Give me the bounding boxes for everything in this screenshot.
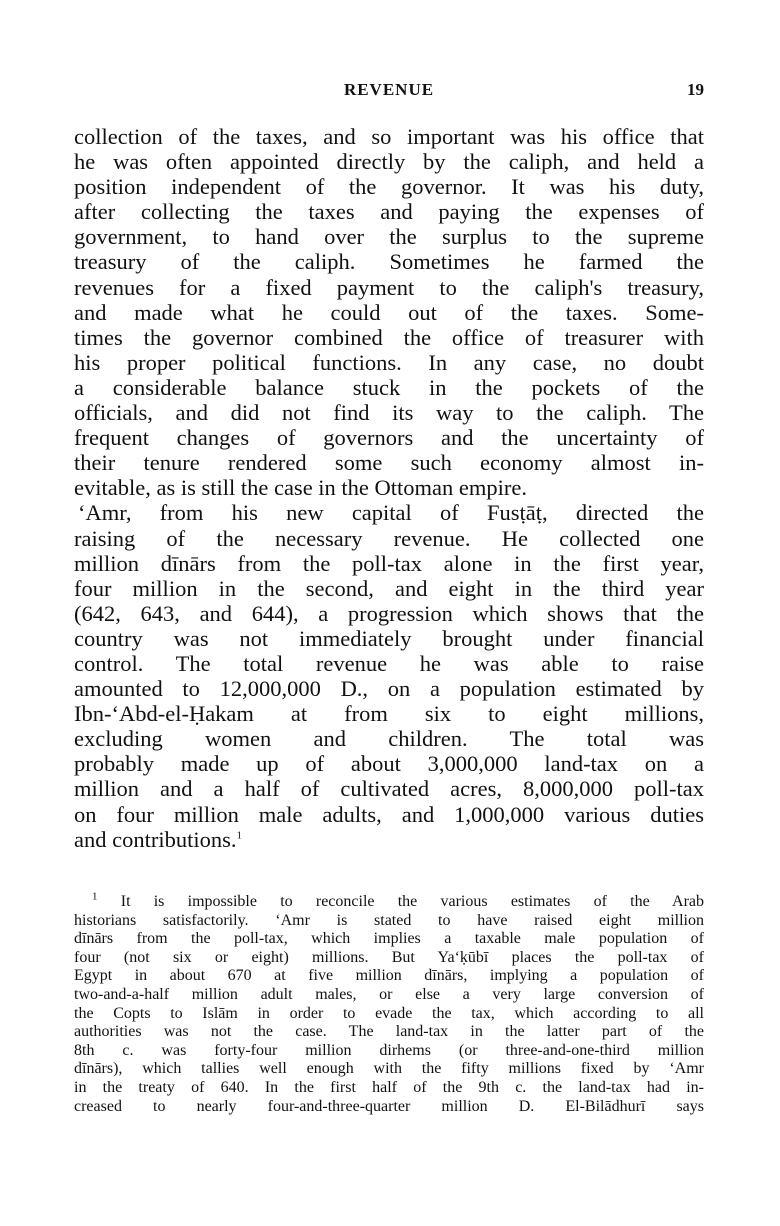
- body-line: his proper political functions. In any case, no doubt: [74, 349, 704, 375]
- running-title: REVENUE: [343, 80, 435, 99]
- body-line-text: and contributions.: [74, 826, 237, 852]
- body-line: (642, 643, and 644), a progression which shows that the: [74, 600, 704, 626]
- footnote-line: historians satisfactorily. ‘Amr is stated to have raised eight million: [74, 911, 704, 929]
- body-line: country was not immediately brought under financial: [74, 625, 704, 651]
- body-line: officials, and did not find its way to the caliph. The: [74, 400, 704, 426]
- body-line-paragraph-start: ‘Amr, from his new capital of Fusṭāṭ, directed the: [78, 500, 704, 526]
- body-line: amounted to 12,000,000 D., on a population estimated by: [74, 676, 704, 702]
- footnote-line: in the treaty of 640. In the first half of the 9th c. the land-tax had in-: [74, 1078, 704, 1096]
- footnote-line: authorities was not the case. The land-tax in the latter part of the: [74, 1023, 704, 1041]
- body-line: revenues for a fixed payment to the caliph's treasury,: [74, 274, 704, 300]
- footnote-line: dīnārs), which tallies well enough with the fifty millions fixed by ‘Amr: [74, 1060, 704, 1078]
- footnote-line: creased to nearly four-and-three-quarter million D. El-Bilādhurī says: [74, 1097, 704, 1115]
- footnote-line: four (not six or eight) millions. But Ya‘ḳūbī places the poll-tax of: [74, 948, 704, 966]
- body-line: after collecting the taxes and paying the expenses of: [74, 199, 704, 225]
- body-line: probably made up of about 3,000,000 land-tax on a: [74, 751, 704, 777]
- body-line: their tenure rendered some such economy almost in-: [74, 450, 704, 476]
- body-line: million dīnārs from the poll-tax alone in the first year,: [74, 550, 704, 576]
- footnote-line: 8th c. was forty-four million dirhems (or three-and-one-third million: [74, 1041, 704, 1059]
- body-line: treasury of the caliph. Sometimes he farmed the: [74, 249, 704, 275]
- body-line: four million in the second, and eight in the third year: [74, 575, 704, 601]
- footnote-line: the Copts to Islām in order to evade the tax, which according to all: [74, 1004, 704, 1022]
- body-line: raising of the necessary revenue. He collected one: [74, 525, 704, 551]
- footnote-text: It is impossible to reconcile the various estimates of the Arab: [120, 893, 705, 910]
- footnote-line: dīnārs from the poll-tax, which implies a taxable male population of: [74, 930, 704, 948]
- footnote-reference[interactable]: 1: [236, 829, 242, 842]
- body-line: a considerable balance stuck in the pockets of the: [74, 374, 704, 400]
- body-line: and made what he could out of the taxes. Some-: [74, 299, 704, 325]
- body-line: evitable, as is still the case in the Ottoman empire.: [74, 475, 527, 501]
- footnote-marker: 1: [92, 890, 98, 903]
- body-line: control. The total revenue he was able to raise: [74, 650, 704, 676]
- body-line: Ibn-‘Abd-el-Ḥakam at from six to eight millions,: [74, 701, 704, 727]
- footnote-block: [74, 890, 705, 1116]
- body-line: on four million male adults, and 1,000,000 various duties: [74, 801, 704, 827]
- footnote-line-first: [74, 890, 705, 912]
- running-head: [74, 80, 704, 104]
- footnote-line: Egypt in about 670 at five million dīnārs, implying a population of: [74, 967, 704, 985]
- body-line: he was often appointed directly by the caliph, and held a: [74, 149, 704, 175]
- body-line: frequent changes of governors and the uncertainty of: [74, 425, 704, 451]
- body-line: million and a half of cultivated acres, 8,000,000 poll-tax: [74, 776, 704, 802]
- body-line: government, to hand over the surplus to the supreme: [74, 224, 704, 250]
- body-line: collection of the taxes, and so important was his office that: [74, 124, 704, 149]
- body-line: times the governor combined the office of treasurer with: [74, 324, 704, 350]
- body-line-last: [74, 827, 704, 852]
- body-line: excluding women and children. The total was: [74, 726, 704, 752]
- body-line: position independent of the governor. It was his duty,: [74, 174, 704, 200]
- body-text: [74, 124, 704, 852]
- page-number: 19: [687, 80, 704, 99]
- footnote-line: two-and-a-half million adult males, or else a very large conversion of: [74, 985, 704, 1003]
